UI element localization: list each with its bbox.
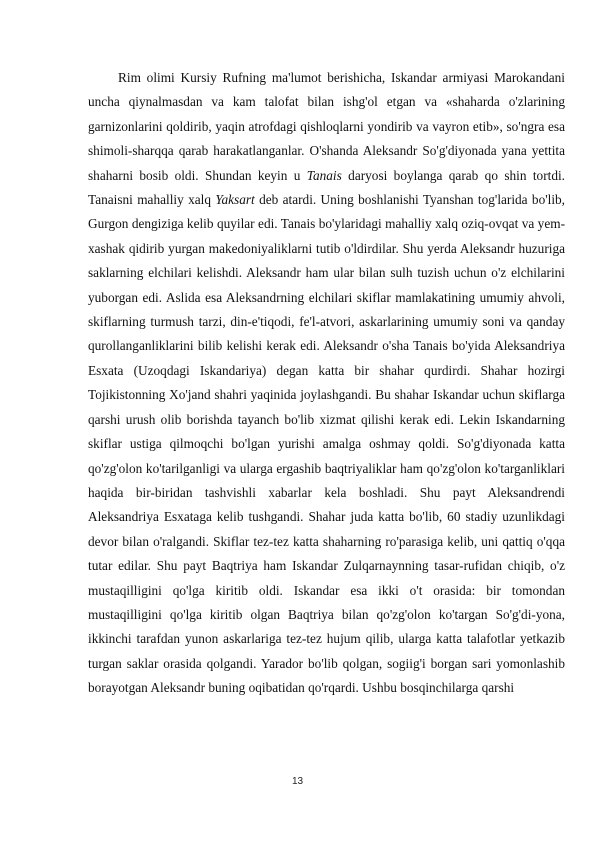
river-name-tanais: Tanais [306, 167, 342, 183]
paragraph-text-part3: deb atardi. Uning boshlanishi Tyanshan tog'larida bo'lib, Gurgon dengiziga kelib quyilar edi. Tanais bo'ylaridagi mahalliy xalq oziq-ovqat va yem-xashak qidirib yurgan makedoniyaliklarni tutib o'ldirdilar. Shu yerda Aleksandr huzuriga saklarning elchilari kelishdi. Aleksandr ham ular bilan sulh tuzish uchun o'z elchilarini yuborgan edi. Aslida esa Aleksandrning elchilari skiflar mamlakatining umumiy ahvoli, skiflarning turmush tarzi, din-e'tiqodi, fe'l-atvori, askarlarining umumiy soni va qanday qurollanganliklarini bilib kelishi kerak edi. Aleksandr o'sha Tanais bo'yida Aleksandriya Esxata (Uzoqdagi Iskandariya) degan katta bir shahar qurdirdi. Shahar hozirgi Tojikistonning Xo'jand shahri yaqinida joylashgandi. Bu shahar Iskandar uchun skiflarga qarshi urush olib borishda tayanch bo'lib xizmat qilishi kerak edi. Lekin Iskandarning skiflar ustiga qilmoqchi bo'lgan yurishi amalga oshmay qoldi. So'g'diyonada katta qo'zg'olon ko'tarilganligi va ularga ergashib baqtriyaliklar ham qo'zg'olon ko'targanliklari haqida bir-biridan tashvishli xabarlar kela boshladi. Shu payt Aleksandrendi Aleksandriya Esxataga kelib tushgandi. Shahar juda katta bo'lib, 60 stadiy uzunlikdagi devor bilan o'ralgandi. Skiflar tez-tez katta shaharning ro'parasiga kelib, uni qattiq o'qqa tutar edilar. Shu payt Baqtriya ham Iskandar Zulqarnaynning tasar-rufidan chiqib, o'z mustaqilligini qo'lga kiritib oldi. Iskandar esa ikki o't orasida: bir tomondan mustaqilligini qo'lga kiritib olgan Baqtriya bilan qo'zg'olon ko'targan So'g'di-yona, ikkinchi tarafdan yunon askarlariga tez-tez hujum qilib, ularga katta talafotlar yetkazib turgan saklar orasida qolgandi. Yarador bo'lib qolgan, sogiig'i borgan sari yomonlashib borayotgan Aleksandr buning oqibatidan qo'rqardi. Ushbu bosqinchilarga qarshi [88, 192, 565, 696]
body-paragraph [88, 66, 565, 701]
paragraph-text-part1: Rim olimi Kursiy Rufning ma'lumot berishicha, Iskandar armiyasi Marokandani uncha qiynalmasdan va kam talofat bilan ishg'ol etgan va «shaharda o'zlarining garnizonlarini qoldirib, yaqin atrofdagi qishloqlarni yondirib va vayron etib», so'ngra esa shimoli-sharqqa qarab harakatlanganlar. O'shanda Aleksandr So'g'diyonada yana yettita shaharni bosib oldi. Shundan keyin u [88, 70, 565, 183]
paragraph-text-part2: daryosi boylanga qarab qo shin tortdi. Tanaisni mahalliy xalq [88, 167, 565, 208]
river-name-yaksart: Yaksart [215, 192, 255, 208]
page-number: 13 [291, 776, 304, 787]
